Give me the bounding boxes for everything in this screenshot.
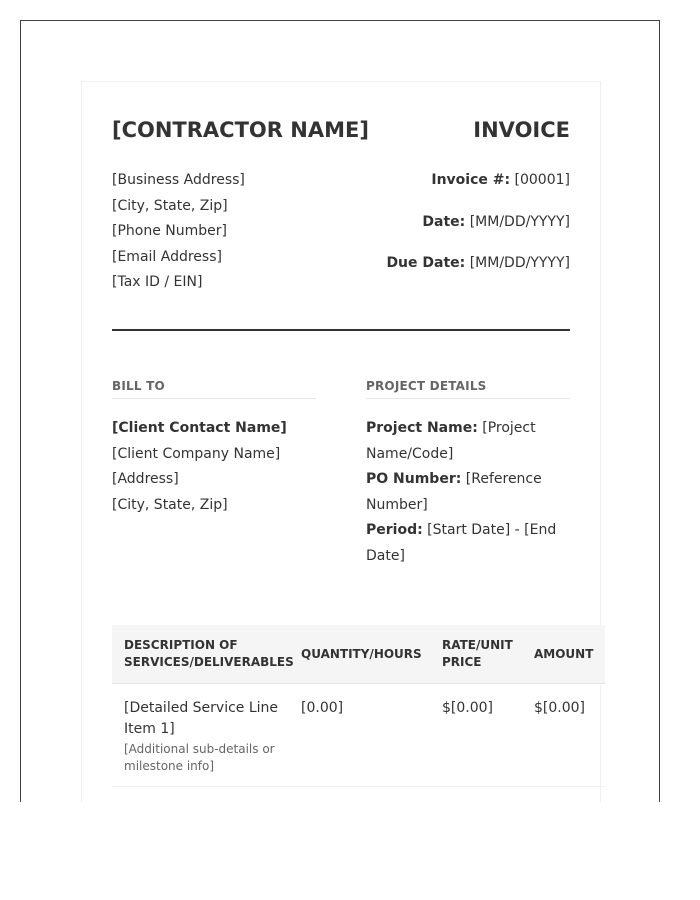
- client-address: [Address]: [112, 471, 179, 488]
- bill-to-block: [112, 416, 287, 518]
- invoice-date-value: [MM/DD/YYYY]: [469, 213, 570, 230]
- project-details-block: [366, 416, 576, 570]
- invoice-title: INVOICE: [473, 118, 570, 142]
- project-details-heading: PROJECT DETAILS: [366, 379, 570, 399]
- table-header-row: [112, 625, 605, 684]
- due-date-row: [386, 255, 570, 275]
- line-item-quantity: [0.00]: [301, 700, 344, 716]
- business-tax-id: [Tax ID / EIN]: [112, 274, 203, 291]
- client-contact-name: [Client Contact Name]: [112, 420, 287, 436]
- invoice-number-label: Invoice #:: [431, 172, 511, 188]
- invoice-meta-block: [386, 172, 570, 297]
- header-divider: [112, 329, 570, 331]
- column-header-description: DESCRIPTION OF SERVICES/DELIVERABLES: [124, 638, 294, 669]
- project-name-value: [Project Name/Code]: [366, 420, 536, 462]
- business-phone: [Phone Number]: [112, 223, 227, 240]
- column-header-quantity: QUANTITY/HOURS: [301, 647, 422, 661]
- period-label: Period:: [366, 522, 423, 539]
- line-item-rate: $[0.00]: [442, 700, 494, 716]
- column-header-rate: RATE/UNIT PRICE: [442, 638, 513, 669]
- line-item-amount: $[0.00]: [534, 700, 586, 716]
- po-number-line: [366, 467, 576, 518]
- line-items-table: [112, 625, 605, 787]
- client-city-state-zip: [City, State, Zip]: [112, 496, 228, 513]
- period-value: [Start Date] - [End Date]: [366, 522, 557, 564]
- po-number-value: [Reference Number]: [366, 471, 542, 513]
- table-row: [112, 684, 605, 787]
- business-email: [Email Address]: [112, 248, 222, 265]
- line-item-sub-details: [Additional sub-details or milestone info]: [124, 742, 275, 773]
- due-date-label: Due Date:: [386, 255, 466, 271]
- period-line: [366, 518, 576, 569]
- line-item-description-cell: [124, 698, 294, 775]
- contractor-address-block: [112, 168, 245, 296]
- project-name-line: [366, 416, 576, 467]
- invoice-date-row: [386, 214, 570, 234]
- line-item-description: [Detailed Service Line Item 1]: [124, 700, 279, 737]
- bill-to-heading: BILL TO: [112, 379, 316, 399]
- contractor-name: [CONTRACTOR NAME]: [112, 118, 369, 142]
- invoice-date-label: Date:: [422, 213, 466, 230]
- invoice-number-row: [386, 172, 570, 192]
- column-header-amount: AMOUNT: [534, 647, 594, 661]
- client-company-name: [Client Company Name]: [112, 445, 281, 462]
- due-date-value: [MM/DD/YYYY]: [469, 255, 570, 271]
- business-city-state-zip: [City, State, Zip]: [112, 197, 228, 214]
- po-number-label: PO Number:: [366, 471, 462, 488]
- invoice-number-value: [00001]: [514, 172, 570, 188]
- project-name-label: Project Name:: [366, 420, 478, 436]
- business-address: [Business Address]: [112, 172, 245, 188]
